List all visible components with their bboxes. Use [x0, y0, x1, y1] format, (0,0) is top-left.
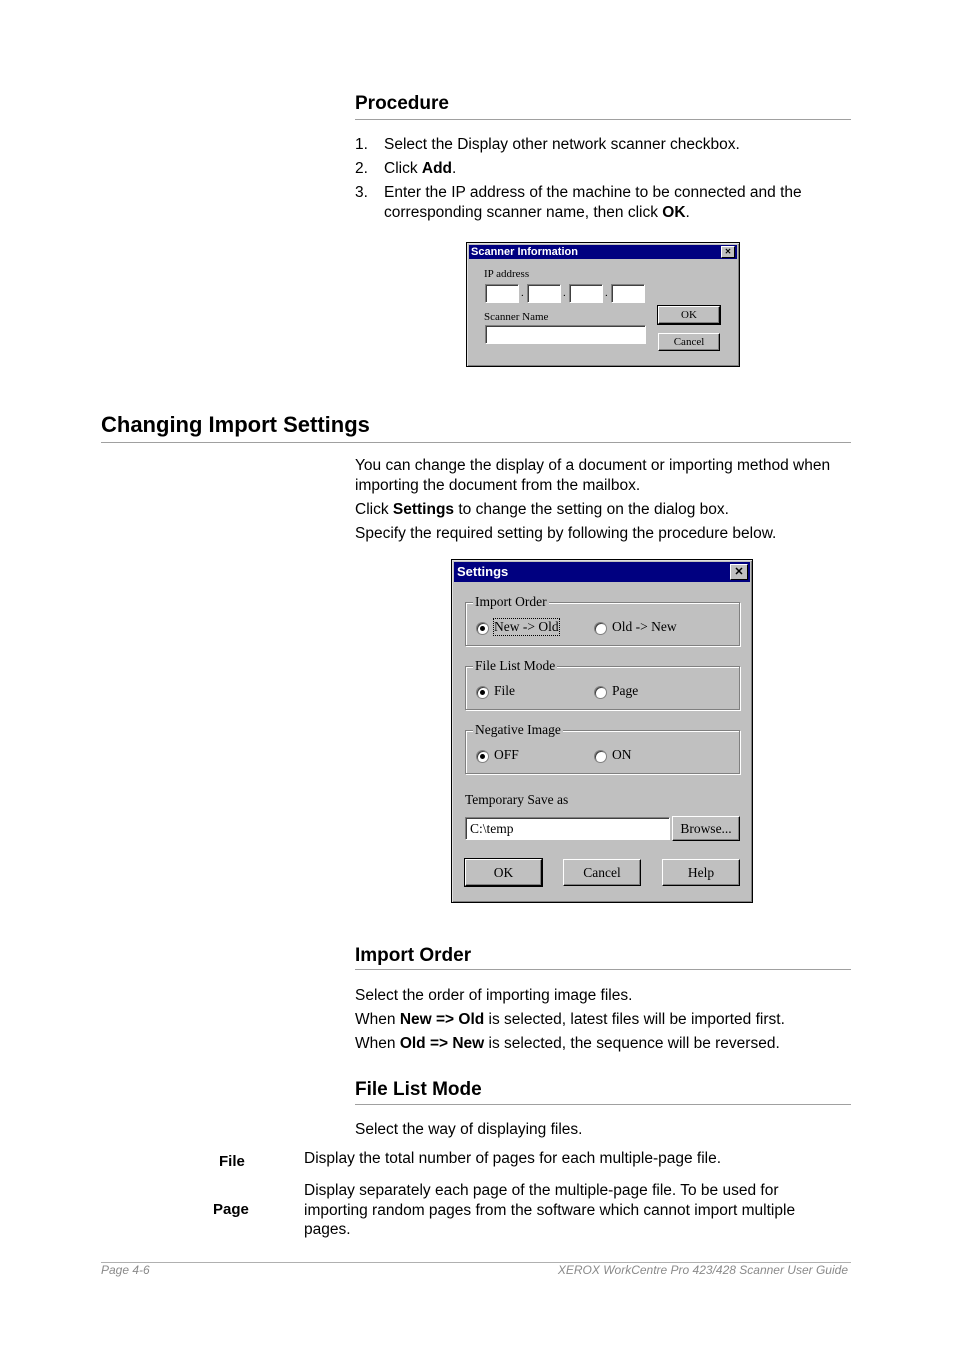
file-list-mode-line-1: Select the way of displaying files. — [355, 1121, 583, 1138]
help-button[interactable]: Help — [662, 859, 740, 886]
browse-button[interactable]: Browse... — [672, 816, 740, 841]
step-text: Enter the IP address of the machine to be connected and the corresponding scanner name, then click OK. — [384, 184, 802, 221]
ip-octet-4-input[interactable] — [611, 284, 645, 303]
negative-image-legend: Negative Image — [475, 722, 561, 737]
scanner-dialog-titlebar — [469, 245, 737, 259]
section-rule — [101, 442, 851, 443]
step-number: 3. — [355, 184, 368, 201]
import-order-heading: Import Order — [355, 945, 472, 966]
temporary-save-input[interactable] — [465, 817, 670, 840]
scanner-dialog-title: Scanner Information — [471, 246, 578, 258]
ip-octet-2-input[interactable] — [527, 284, 561, 303]
file-list-mode-legend: File List Mode — [475, 658, 556, 673]
radio-old-new-label[interactable]: Old -> New — [612, 619, 677, 634]
term-page-desc: Display separately each page of the multiple-page file. To be used for importing random pages from the software which cannot import multiple pages. — [304, 1182, 796, 1238]
file-list-mode-group — [465, 658, 740, 710]
import-order-legend: Import Order — [475, 594, 547, 609]
scanner-information-dialog — [466, 242, 740, 367]
import-order-rule — [355, 969, 851, 970]
section-heading: Changing Import Settings — [101, 412, 370, 437]
footer-page-number: Page 4-6 — [101, 1263, 150, 1277]
negative-image-group — [465, 722, 740, 774]
close-icon[interactable]: ✕ — [730, 564, 748, 580]
settings-dialog — [451, 559, 753, 903]
ip-address-label: IP address — [484, 268, 530, 280]
term-page: Page — [213, 1201, 249, 1218]
import-order-group — [465, 594, 740, 646]
step-number: 2. — [355, 160, 368, 177]
import-order-line-1: Select the order of importing image files. — [355, 987, 633, 1004]
click-settings-paragraph: Click Settings to change the setting on the dialog box. — [355, 501, 729, 518]
radio-off[interactable] — [476, 750, 489, 763]
radio-off-label[interactable]: OFF — [494, 747, 519, 762]
step-number: 1. — [355, 136, 368, 153]
step-text: Click Add. — [384, 160, 457, 177]
radio-page[interactable] — [594, 686, 607, 699]
ip-separator: . — [605, 287, 608, 299]
radio-old-new[interactable] — [594, 622, 607, 635]
ok-button[interactable]: OK — [658, 306, 720, 324]
radio-new-old-label[interactable]: New -> Old — [494, 619, 559, 634]
radio-new-old[interactable] — [476, 622, 489, 635]
ok-button[interactable]: OK — [465, 859, 542, 886]
file-list-mode-rule — [355, 1104, 851, 1105]
radio-on[interactable] — [594, 750, 607, 763]
procedure-rule — [355, 119, 851, 120]
scanner-name-input[interactable] — [485, 325, 646, 344]
term-file-desc: Display the total number of pages for each multiple-page file. — [304, 1150, 722, 1167]
import-order-line-3: When Old => New is selected, the sequence will be reversed. — [355, 1035, 780, 1052]
radio-file-label[interactable]: File — [494, 683, 516, 698]
cancel-button[interactable]: Cancel — [658, 333, 720, 351]
ip-separator: . — [563, 287, 566, 299]
ip-separator: . — [521, 287, 524, 299]
temporary-save-value: C:\temp — [470, 821, 514, 836]
radio-file[interactable] — [476, 686, 489, 699]
footer-guide-title: XEROX WorkCentre Pro 423/428 Scanner User Guide — [557, 1263, 848, 1277]
temporary-save-label: Temporary Save as — [465, 792, 569, 807]
ip-octet-3-input[interactable] — [569, 284, 603, 303]
step-text: Select the Display other network scanner checkbox. — [384, 136, 740, 153]
settings-dialog-titlebar — [454, 562, 750, 582]
intro-paragraph: You can change the display of a document or importing method when importing the document from the mailbox. — [355, 457, 831, 494]
term-file: File — [219, 1153, 245, 1170]
ip-octet-1-input[interactable] — [485, 284, 519, 303]
scanner-name-label: Scanner Name — [484, 311, 549, 323]
cancel-button[interactable]: Cancel — [563, 859, 641, 886]
radio-page-label[interactable]: Page — [612, 683, 639, 698]
import-order-line-2: When New => Old is selected, latest files will be imported first. — [355, 1011, 785, 1028]
file-list-mode-heading: File List Mode — [355, 1079, 482, 1100]
radio-on-label[interactable]: ON — [612, 747, 632, 762]
procedure-step-3 — [355, 183, 851, 223]
procedure-heading: Procedure — [355, 93, 449, 114]
settings-dialog-title: Settings — [457, 564, 509, 579]
close-icon[interactable]: ✕ — [721, 246, 735, 258]
specify-paragraph: Specify the required setting by following the procedure below. — [355, 525, 777, 542]
